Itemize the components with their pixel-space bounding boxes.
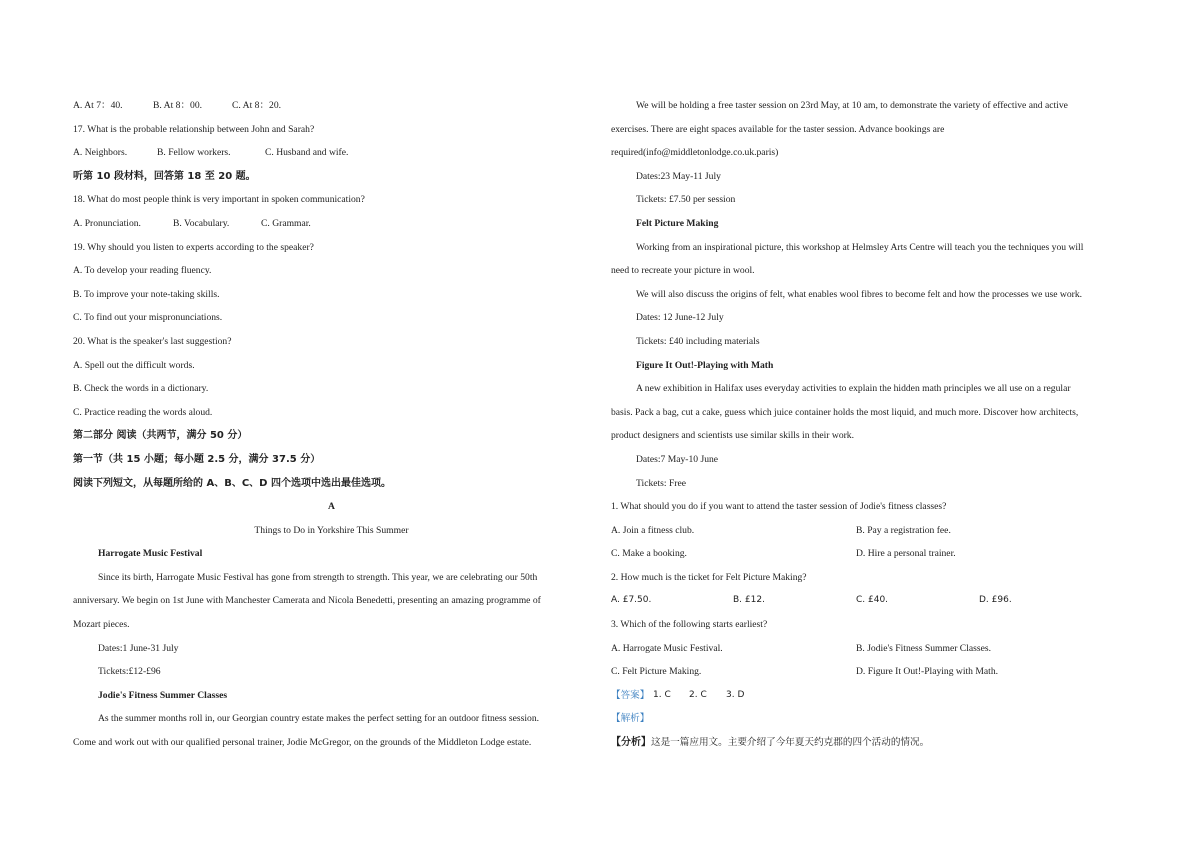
harrogate-tickets: Tickets:£12-£96 [98,666,161,678]
figure-dates: Dates:7 May-10 June [636,453,719,465]
answer-label: 【答案】 [611,689,650,701]
q18-options [73,212,590,236]
felt-tickets: Tickets: £40 including materials [636,335,760,347]
q18-option-b: B. Vocabulary. [173,217,230,229]
section-10-heading: 听第 10 段材料，回答第 18 至 20 题。 [73,170,256,182]
q1-options-row1 [611,519,1131,543]
jodie-paragraph-line: exercises. There are eight spaces available for the taster session. Advance bookings are [611,123,945,135]
part2-heading: 第二部分 阅读（共两节，满分 50 分） [73,430,248,442]
q3-options-row2 [611,660,1131,684]
q17-option-c: C. Husband and wife. [265,147,349,159]
q17-text: 17. What is the probable relationship between John and Sarah? [73,123,315,135]
jodie-tickets: Tickets: £7.50 per session [636,194,736,206]
right-column [611,94,1131,755]
harrogate-paragraph-line: Mozart pieces. [73,619,130,631]
jodie-heading: Jodie's Fitness Summer Classes [98,689,228,701]
figure-paragraph-line: A new exhibition in Halifax uses everyday activities to explain the hidden math principles we all use on a regular [636,383,1071,395]
answer-1: 1. C [653,689,671,700]
jodie-dates: Dates:23 May-11 July [636,170,721,182]
analysis-label: 【解析】 [611,713,650,725]
q3-option-c: C. Felt Picture Making. [611,666,702,678]
q1-option-a: A. Join a fitness club. [611,524,695,536]
felt-paragraph-line: Working from an inspirational picture, this workshop at Helmsley Arts Centre will teach you the techniques you will [636,241,1084,253]
q20-option-b: B. Check the words in a dictionary. [73,383,209,395]
harrogate-paragraph-line: Since its birth, Harrogate Music Festival has gone from strength to strength. This year, we are celebrating our 50th [98,571,538,583]
q1-option-b: B. Pay a registration fee. [856,524,951,536]
summary-text: 这是一篇应用文。主要介绍了今年夏天约克郡的四个活动的情况。 [651,737,930,749]
answer-2: 2. C [689,689,707,700]
q2-option-a: A. £7.50. [611,595,652,606]
q20-option-c: C. Practice reading the words aloud. [73,406,213,418]
q17-options [73,141,590,165]
figure-tickets: Tickets: Free [636,477,687,489]
q19-option-c: C. To find out your mispronunciations. [73,312,223,324]
figure-heading: Figure It Out!-Playing with Math [636,359,774,371]
q16-option-a: A. At 7：40. [73,100,123,111]
q17-option-b: B. Fellow workers. [157,147,231,159]
q2-options [611,589,1131,613]
q3-option-a: A. Harrogate Music Festival. [611,642,723,654]
felt-dates: Dates: 12 June-12 July [636,312,724,324]
q1-text: 1. What should you do if you want to attend the taster session of Jodie's fitness classes? [611,501,947,513]
felt-heading: Felt Picture Making [636,217,719,229]
jodie-paragraph-line: Come and work out with our qualified personal trainer, Jodie McGregor, on the grounds of the Middleton Lodge estate. [73,737,532,749]
q1-options-row2 [611,542,1131,566]
jodie-paragraph-line: As the summer months roll in, our Georgian country estate makes the perfect setting for an outdoor fitness session. [98,713,540,725]
q1-option-d: D. Hire a personal trainer. [856,548,956,560]
reading-instruction: 阅读下列短文，从每题所给的 A、B、C、D 四个选项中选出最佳选项。 [73,477,391,489]
figure-paragraph-line: product designers and scientists use similar skills in their work. [611,430,855,442]
passage-letter: A [328,501,335,513]
harrogate-paragraph-line: anniversary. We begin on 1st June with Manchester Camerata and Nicola Benedetti, presenting an amazing programme of [73,595,541,607]
q3-option-b: B. Jodie's Fitness Summer Classes. [856,642,991,654]
q16-option-b: B. At 8：00. [153,100,203,111]
q19-option-a: A. To develop your reading fluency. [73,265,212,277]
q18-text: 18. What do most people think is very important in spoken communication? [73,194,365,206]
answer-row [611,684,1131,708]
q19-option-b: B. To improve your note-taking skills. [73,288,220,300]
q2-option-c: C. £40. [856,595,889,606]
felt-paragraph-line: need to recreate your picture in wool. [611,265,755,277]
harrogate-heading: Harrogate Music Festival [98,548,203,560]
q2-option-d: D. £96. [979,595,1012,606]
figure-paragraph-line: basis. Pack a bag, cut a cake, guess which juice container holds the most liquid, and much more. Discover how architects, [611,406,1079,418]
q3-options-row1 [611,637,1131,661]
q18-option-a: A. Pronunciation. [73,217,141,229]
felt-paragraph-line: We will also discuss the origins of felt, what enables wool fibres to become felt and how the processes we use work. [636,288,1083,300]
q2-option-b: B. £12. [733,595,765,606]
section1-heading: 第一节（共 15 小题；每小题 2.5 分，满分 37.5 分） [73,453,321,465]
q18-option-c: C. Grammar. [261,217,311,229]
q17-option-a: A. Neighbors. [73,147,128,159]
q1-option-c: C. Make a booking. [611,548,687,560]
passage-title: Things to Do in Yorkshire This Summer [254,524,409,536]
q19-text: 19. Why should you listen to experts according to the speaker? [73,241,314,253]
q3-text: 3. Which of the following starts earliest? [611,619,768,631]
q2-text: 2. How much is the ticket for Felt Picture Making? [611,571,807,583]
harrogate-dates: Dates:1 June-31 July [98,642,179,654]
q20-text: 20. What is the speaker's last suggestion? [73,335,232,347]
q20-option-a: A. Spell out the difficult words. [73,359,195,371]
q16-option-c: C. At 8：20. [232,100,282,111]
left-column [73,94,590,755]
q16-options [73,94,590,118]
answer-3: 3. D [726,689,745,700]
q3-option-d: D. Figure It Out!-Playing with Math. [856,666,999,678]
jodie-paragraph-line: required(info@middletonlodge.co.uk.paris) [611,147,779,159]
jodie-paragraph-line: We will be holding a free taster session on 23rd May, at 10 am, to demonstrate the variety of effective and active [636,100,1068,111]
summary-row [611,731,1131,755]
summary-label: 【分析】 [611,737,651,749]
